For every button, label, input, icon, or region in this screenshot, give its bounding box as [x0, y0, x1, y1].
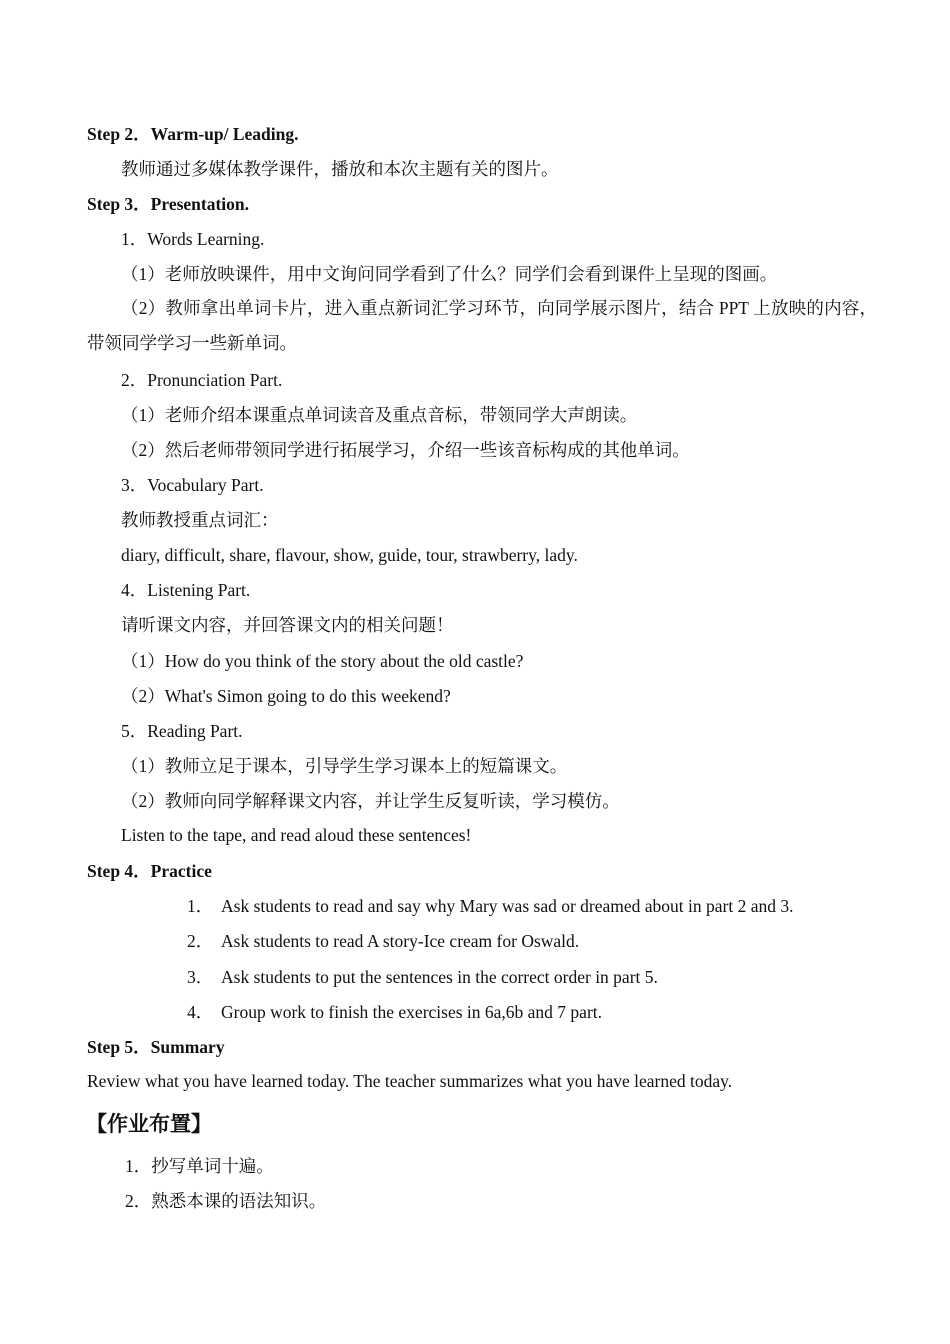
practice-item-number: 2． — [187, 931, 214, 951]
pronunciation-title: 2．Pronunciation Part. — [121, 370, 283, 390]
practice-item — [187, 1001, 602, 1023]
homework-title: 【作业布置】 — [86, 1112, 212, 1136]
vocabulary-title: 3．Vocabulary Part. — [121, 475, 264, 495]
pronunciation-point-2: （2）然后老师带领同学进行拓展学习，介绍一些该音标构成的其他单词。 — [121, 440, 690, 460]
listening-question-2: （2）What's Simon going to do this weekend? — [121, 686, 451, 706]
listening-question-1: （1）How do you think of the story about the old castle? — [121, 651, 524, 671]
practice-item-number: 1． — [187, 896, 214, 916]
words-learning-title: 1．Words Learning. — [121, 229, 265, 249]
listening-intro: 请听课文内容，并回答课文内的相关问题！ — [121, 615, 454, 635]
practice-item — [187, 966, 658, 988]
pronunciation-point-1: （1）老师介绍本课重点单词读音及重点音标，带领同学大声朗读。 — [121, 405, 638, 425]
step4-heading: Step 4．Practice — [87, 861, 212, 881]
practice-item-number: 4． — [187, 1002, 214, 1022]
reading-point-2: （2）教师向同学解释课文内容，并让学生反复听读，学习模仿。 — [121, 791, 620, 811]
practice-item-text: Ask students to put the sentences in the correct order in part 5. — [221, 967, 658, 987]
reading-point-1: （1）教师立足于课本，引导学生学习课本上的短篇课文。 — [121, 756, 568, 776]
vocabulary-words: diary, difficult, share, flavour, show, guide, tour, strawberry, lady. — [121, 545, 578, 565]
reading-title: 5．Reading Part. — [121, 721, 243, 741]
step3-heading: Step 3．Presentation. — [87, 194, 250, 214]
reading-point-3: Listen to the tape, and read aloud these sentences! — [121, 825, 472, 845]
homework-item: 1．抄写单词十遍。 — [125, 1156, 274, 1176]
words-learning-point-1: （1）老师放映课件，用中文询问同学看到了什么？同学们会看到课件上呈现的图画。 — [121, 264, 778, 284]
practice-item-text: Ask students to read and say why Mary was sad or dreamed about in part 2 and 3. — [221, 896, 794, 916]
listening-title: 4．Listening Part. — [121, 580, 251, 600]
practice-item-text: Group work to finish the exercises in 6a,6b and 7 part. — [221, 1002, 603, 1022]
practice-item — [187, 930, 579, 952]
practice-item-text: Ask students to read A story-Ice cream for Oswald. — [221, 931, 580, 951]
step5-heading: Step 5．Summary — [87, 1037, 225, 1057]
step2-text: 教师通过多媒体教学课件，播放和本次主题有关的图片。 — [121, 159, 559, 179]
homework-item: 2．熟悉本课的语法知识。 — [125, 1191, 327, 1211]
step5-text: Review what you have learned today. The teacher summarizes what you have learned today. — [87, 1071, 733, 1091]
words-learning-point-2: （2）教师拿出单词卡片，进入重点新词汇学习环节，向同学展示图片，结合 PPT 上放映的内容，带领同学学习一些新单词。 — [87, 298, 877, 353]
practice-item-number: 3． — [187, 967, 214, 987]
practice-item — [187, 895, 794, 917]
step2-heading: Step 2．Warm-up/ Leading. — [87, 124, 299, 144]
vocabulary-intro: 教师教授重点词汇： — [121, 510, 279, 530]
